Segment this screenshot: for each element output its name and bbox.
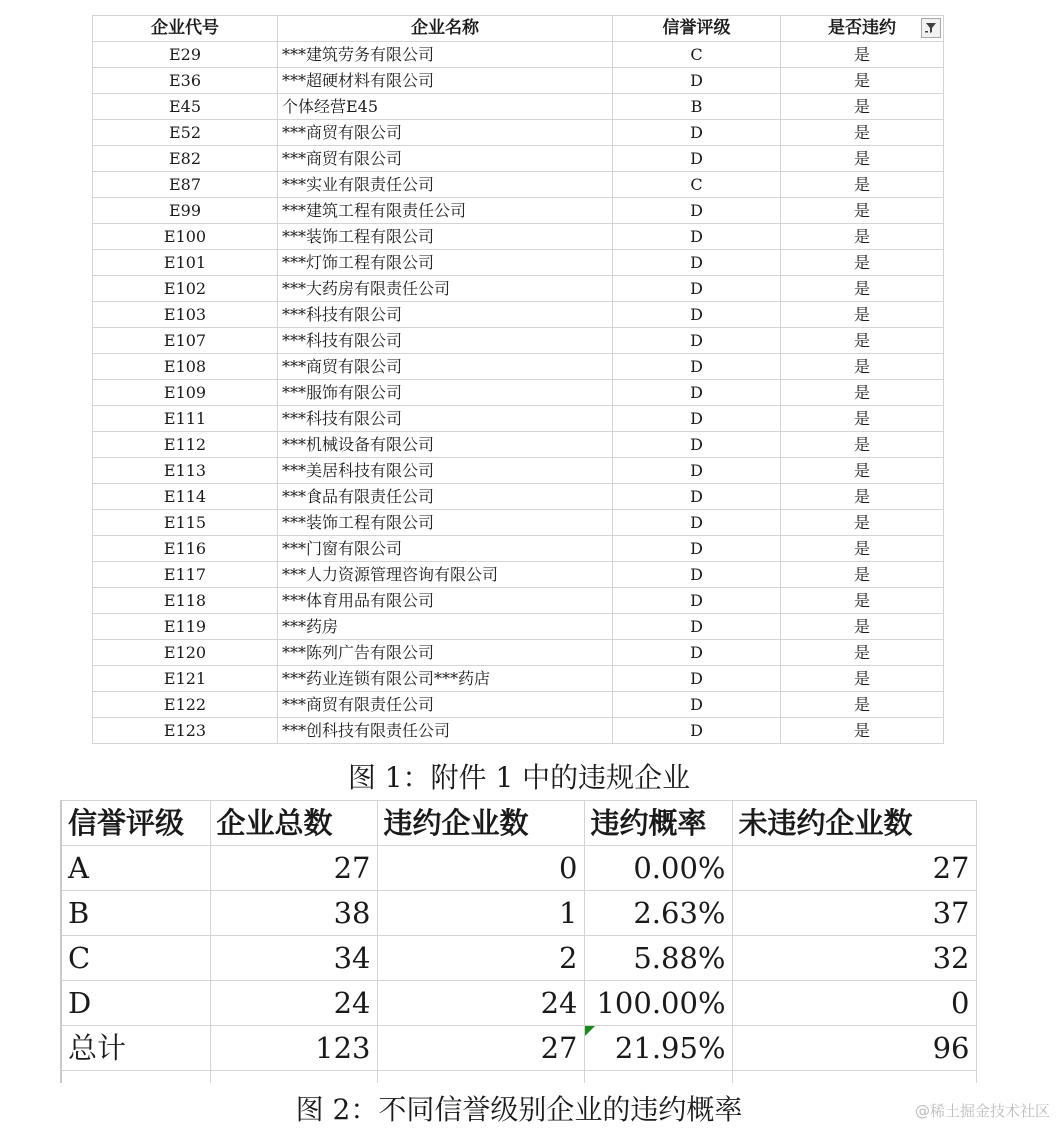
company-name-cell: ***美居科技有限公司 — [278, 458, 613, 484]
company-name-cell: ***药业连锁有限公司***药店 — [278, 666, 613, 692]
credit-rating-cell: D — [613, 510, 781, 536]
non-default-count-cell: 37 — [732, 891, 976, 936]
header-credit-rating: 信誉评级 — [613, 16, 781, 42]
default-count-cell: 24 — [377, 981, 584, 1026]
table-row — [93, 588, 944, 614]
credit-rating-cell: B — [613, 94, 781, 120]
company-name-cell: ***科技有限公司 — [278, 302, 613, 328]
table2-header-row — [61, 801, 976, 846]
credit-rating-cell: D — [613, 250, 781, 276]
company-code-cell: E112 — [93, 432, 278, 458]
credit-rating-cell: D — [613, 302, 781, 328]
company-code-cell: E108 — [93, 354, 278, 380]
is-default-cell: 是 — [781, 536, 944, 562]
company-code-cell: E113 — [93, 458, 278, 484]
default-rate-value: 21.95% — [614, 1031, 726, 1065]
credit-rating-cell: D — [613, 380, 781, 406]
default-rate-cell — [584, 1026, 732, 1071]
watermark: @稀土掘金技术社区 — [914, 1102, 1050, 1120]
is-default-cell: 是 — [781, 718, 944, 744]
company-code-cell: E114 — [93, 484, 278, 510]
company-name-cell: ***创科技有限责任公司 — [278, 718, 613, 744]
header-is-default-label: 是否违约 — [828, 18, 896, 38]
table-row — [93, 380, 944, 406]
table-row — [61, 936, 976, 981]
is-default-cell: 是 — [781, 614, 944, 640]
credit-rating-cell: A — [61, 846, 210, 891]
header-credit-rating: 信誉评级 — [61, 801, 210, 846]
credit-rating-cell: D — [613, 692, 781, 718]
company-code-cell: E52 — [93, 120, 278, 146]
credit-rating-cell: D — [613, 68, 781, 94]
error-indicator-icon — [585, 1026, 595, 1036]
company-code-cell: E100 — [93, 224, 278, 250]
credit-rating-cell: D — [613, 432, 781, 458]
company-code-cell: E111 — [93, 406, 278, 432]
credit-rating-cell: 总计 — [61, 1026, 210, 1071]
table-row — [93, 510, 944, 536]
credit-rating-cell: D — [613, 328, 781, 354]
credit-rating-cell: D — [613, 198, 781, 224]
default-count-cell: 0 — [377, 846, 584, 891]
table-row — [93, 666, 944, 692]
is-default-cell: 是 — [781, 510, 944, 536]
is-default-cell: 是 — [781, 588, 944, 614]
is-default-cell: 是 — [781, 120, 944, 146]
is-default-cell: 是 — [781, 276, 944, 302]
credit-rating-cell: D — [61, 981, 210, 1026]
table-row — [93, 198, 944, 224]
credit-rating-cell: D — [613, 614, 781, 640]
default-rate-table — [60, 800, 977, 1083]
total-companies-cell: 24 — [210, 981, 377, 1026]
total-companies-cell: 34 — [210, 936, 377, 981]
header-non-default-count: 未违约企业数 — [732, 801, 976, 846]
table-row — [93, 94, 944, 120]
total-companies-cell: 123 — [210, 1026, 377, 1071]
company-code-cell: E122 — [93, 692, 278, 718]
table-row — [93, 224, 944, 250]
credit-rating-cell: D — [613, 224, 781, 250]
company-name-cell: ***商贸有限公司 — [278, 354, 613, 380]
company-code-cell: E116 — [93, 536, 278, 562]
empty-cell — [61, 1071, 210, 1084]
empty-cell — [210, 1071, 377, 1084]
company-name-cell: ***食品有限责任公司 — [278, 484, 613, 510]
total-companies-cell: 27 — [210, 846, 377, 891]
table-row — [93, 120, 944, 146]
company-code-cell: E118 — [93, 588, 278, 614]
empty-row — [61, 1071, 976, 1084]
is-default-cell: 是 — [781, 42, 944, 68]
header-default-rate: 违约概率 — [584, 801, 732, 846]
table-row — [61, 891, 976, 936]
table-row — [93, 406, 944, 432]
empty-cell — [584, 1071, 732, 1084]
table-row — [93, 536, 944, 562]
company-name-cell: 个体经营E45 — [278, 94, 613, 120]
is-default-cell: 是 — [781, 146, 944, 172]
credit-rating-cell: D — [613, 458, 781, 484]
credit-rating-cell: C — [613, 42, 781, 68]
credit-rating-cell: D — [613, 406, 781, 432]
is-default-cell: 是 — [781, 354, 944, 380]
company-name-cell: ***药房 — [278, 614, 613, 640]
table-row — [93, 614, 944, 640]
header-total-companies: 企业总数 — [210, 801, 377, 846]
company-code-cell: E36 — [93, 68, 278, 94]
is-default-cell: 是 — [781, 328, 944, 354]
company-code-cell: E109 — [93, 380, 278, 406]
company-code-cell: E29 — [93, 42, 278, 68]
company-code-cell: E107 — [93, 328, 278, 354]
company-name-cell: ***科技有限公司 — [278, 328, 613, 354]
header-company-name: 企业名称 — [278, 16, 613, 42]
credit-rating-cell: C — [613, 172, 781, 198]
non-default-count-cell: 96 — [732, 1026, 976, 1071]
table-row — [93, 146, 944, 172]
table-row — [93, 250, 944, 276]
company-code-cell: E115 — [93, 510, 278, 536]
table-row — [93, 432, 944, 458]
company-name-cell: ***装饰工程有限公司 — [278, 510, 613, 536]
default-count-cell: 27 — [377, 1026, 584, 1071]
table-row — [93, 302, 944, 328]
is-default-cell: 是 — [781, 302, 944, 328]
default-rate-cell: 5.88% — [584, 936, 732, 981]
company-name-cell: ***人力资源管理咨询有限公司 — [278, 562, 613, 588]
company-name-cell: ***灯饰工程有限公司 — [278, 250, 613, 276]
company-name-cell: ***建筑工程有限责任公司 — [278, 198, 613, 224]
violating-companies-table — [92, 15, 944, 744]
table1-header-row — [93, 16, 944, 42]
company-name-cell: ***装饰工程有限公司 — [278, 224, 613, 250]
company-code-cell: E119 — [93, 614, 278, 640]
company-name-cell: ***实业有限责任公司 — [278, 172, 613, 198]
credit-rating-cell: C — [61, 936, 210, 981]
header-default-count: 违约企业数 — [377, 801, 584, 846]
company-code-cell: E123 — [93, 718, 278, 744]
credit-rating-cell: D — [613, 146, 781, 172]
default-rate-cell: 2.63% — [584, 891, 732, 936]
empty-cell — [377, 1071, 584, 1084]
company-name-cell: ***商贸有限责任公司 — [278, 692, 613, 718]
table-row — [93, 458, 944, 484]
table-row — [93, 42, 944, 68]
credit-rating-cell: D — [613, 276, 781, 302]
credit-rating-cell: B — [61, 891, 210, 936]
company-code-cell: E87 — [93, 172, 278, 198]
is-default-cell: 是 — [781, 380, 944, 406]
is-default-cell: 是 — [781, 250, 944, 276]
credit-rating-cell: D — [613, 484, 781, 510]
company-name-cell: ***门窗有限公司 — [278, 536, 613, 562]
company-code-cell: E101 — [93, 250, 278, 276]
is-default-cell: 是 — [781, 458, 944, 484]
table-row — [93, 276, 944, 302]
company-name-cell: ***大药房有限责任公司 — [278, 276, 613, 302]
is-default-cell: 是 — [781, 406, 944, 432]
total-row — [61, 1026, 976, 1071]
is-default-cell: 是 — [781, 172, 944, 198]
figure-1-caption: 图 1：附件 1 中的违规企业 — [347, 761, 691, 794]
non-default-count-cell: 0 — [732, 981, 976, 1026]
is-default-cell: 是 — [781, 666, 944, 692]
is-default-cell: 是 — [781, 94, 944, 120]
is-default-cell: 是 — [781, 692, 944, 718]
table-row — [93, 718, 944, 744]
default-rate-cell: 0.00% — [584, 846, 732, 891]
company-name-cell: ***建筑劳务有限公司 — [278, 42, 613, 68]
company-code-cell: E102 — [93, 276, 278, 302]
company-name-cell: ***商贸有限公司 — [278, 146, 613, 172]
company-name-cell: ***陈列广告有限公司 — [278, 640, 613, 666]
company-code-cell: E120 — [93, 640, 278, 666]
company-name-cell: ***机械设备有限公司 — [278, 432, 613, 458]
credit-rating-cell: D — [613, 588, 781, 614]
default-count-cell: 1 — [377, 891, 584, 936]
credit-rating-cell: D — [613, 562, 781, 588]
table-row — [93, 692, 944, 718]
table-row — [93, 68, 944, 94]
empty-cell — [732, 1071, 976, 1084]
is-default-cell: 是 — [781, 484, 944, 510]
credit-rating-cell: D — [613, 354, 781, 380]
company-code-cell: E82 — [93, 146, 278, 172]
header-is-default — [781, 16, 944, 42]
is-default-cell: 是 — [781, 198, 944, 224]
company-code-cell: E121 — [93, 666, 278, 692]
table-row — [93, 640, 944, 666]
non-default-count-cell: 32 — [732, 936, 976, 981]
total-companies-cell: 38 — [210, 891, 377, 936]
company-name-cell: ***体育用品有限公司 — [278, 588, 613, 614]
default-rate-cell: 100.00% — [584, 981, 732, 1026]
company-code-cell: E103 — [93, 302, 278, 328]
company-code-cell: E99 — [93, 198, 278, 224]
credit-rating-cell: D — [613, 666, 781, 692]
default-count-cell: 2 — [377, 936, 584, 981]
company-name-cell: ***商贸有限公司 — [278, 120, 613, 146]
is-default-cell: 是 — [781, 562, 944, 588]
table-row — [93, 562, 944, 588]
company-name-cell: ***服饰有限公司 — [278, 380, 613, 406]
is-default-cell: 是 — [781, 224, 944, 250]
credit-rating-cell: D — [613, 536, 781, 562]
table-row — [93, 172, 944, 198]
figure-2-caption: 图 2：不同信誉级别企业的违约概率 — [295, 1093, 743, 1126]
filter-button[interactable] — [921, 18, 941, 38]
filter-icon — [925, 22, 937, 34]
company-name-cell: ***科技有限公司 — [278, 406, 613, 432]
company-code-cell: E45 — [93, 94, 278, 120]
table-row — [61, 981, 976, 1026]
is-default-cell: 是 — [781, 68, 944, 94]
table-row — [93, 354, 944, 380]
table-row — [61, 846, 976, 891]
header-company-code: 企业代号 — [93, 16, 278, 42]
credit-rating-cell: D — [613, 718, 781, 744]
credit-rating-cell: D — [613, 120, 781, 146]
non-default-count-cell: 27 — [732, 846, 976, 891]
is-default-cell: 是 — [781, 432, 944, 458]
table-row — [93, 328, 944, 354]
is-default-cell: 是 — [781, 640, 944, 666]
table-row — [93, 484, 944, 510]
company-name-cell: ***超硬材料有限公司 — [278, 68, 613, 94]
credit-rating-cell: D — [613, 640, 781, 666]
company-code-cell: E117 — [93, 562, 278, 588]
